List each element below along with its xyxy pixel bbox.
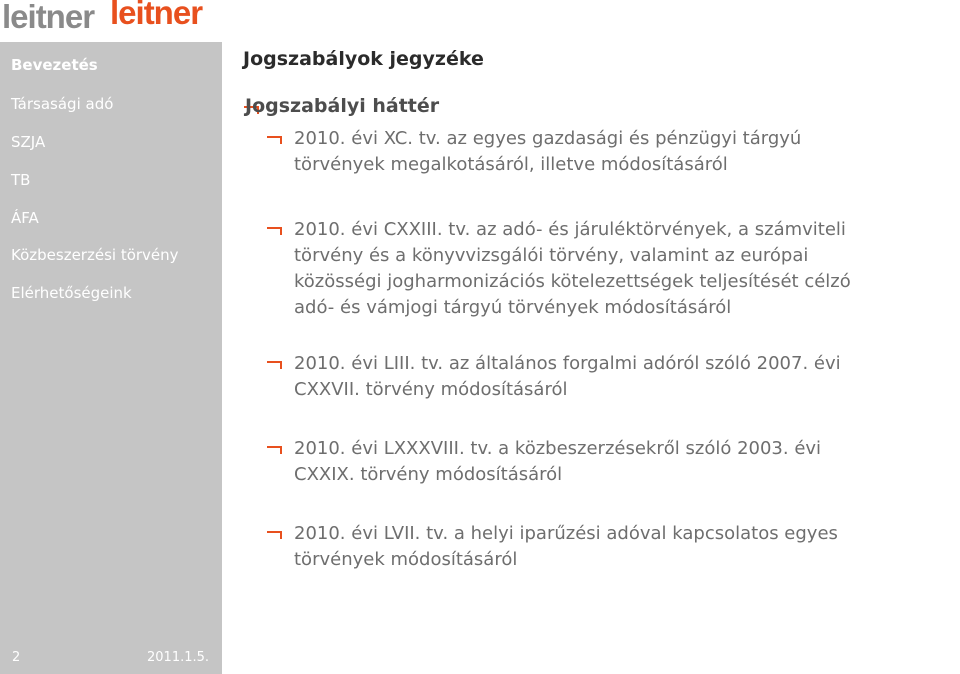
sidebar-item-tb[interactable]: TB bbox=[11, 171, 31, 189]
list-item-line: 2010. évi XC. tv. az egyes gazdasági és pénzügyi tárgyú bbox=[294, 128, 802, 149]
list-item-line: törvény és a könyvvizsgálói törvény, valamint az európai bbox=[294, 245, 809, 266]
list-item-line: közösségi jogharmonizációs kötelezettségek teljesítését célzó bbox=[294, 271, 851, 292]
sidebar-item-kozbeszerzesi-torveny[interactable]: Közbeszerzési törvény bbox=[11, 246, 179, 264]
list-item bbox=[294, 126, 954, 178]
list-item-line: CXXIX. törvény módosításáról bbox=[294, 464, 563, 485]
slide-number: 2 bbox=[12, 650, 21, 665]
logo bbox=[0, 0, 222, 42]
list-item-line: törvények megalkotásáról, illetve módosításáról bbox=[294, 154, 728, 175]
list-item-line: CXXVII. törvény módosításáról bbox=[294, 379, 568, 400]
list-item-line: 2010. évi LVII. tv. a helyi iparűzési adóval kapcsolatos egyes bbox=[294, 523, 838, 544]
bullet-icon bbox=[267, 361, 282, 369]
list-item bbox=[294, 436, 954, 488]
list-item-line: 2010. évi CXXIII. tv. az adó- és járuléktörvények, a számviteli bbox=[294, 219, 846, 240]
bullet-icon bbox=[267, 227, 282, 235]
list-item-line: törvények módosításáról bbox=[294, 549, 518, 570]
bullet-icon bbox=[267, 446, 282, 454]
page-title: Jogszabályok jegyzéke bbox=[243, 48, 484, 70]
slide-date: 2011.1.5. bbox=[147, 650, 210, 665]
logo-text-orange: leitner bbox=[110, 0, 203, 31]
sidebar bbox=[0, 42, 222, 674]
list-item-line: adó- és vámjogi tárgyú törvények módosításáról bbox=[294, 297, 732, 318]
sidebar-item-elerhetosegeink[interactable]: Elérhetőségeink bbox=[11, 284, 132, 302]
list-item bbox=[294, 217, 954, 321]
logo-text-gray: leitner bbox=[2, 0, 95, 35]
sidebar-item-szja[interactable]: SZJA bbox=[11, 133, 46, 151]
bullet-icon bbox=[267, 531, 282, 539]
list-item-line: 2010. évi LIII. tv. az általános forgalmi adóról szóló 2007. évi bbox=[294, 353, 841, 374]
section-heading: Jogszabályi háttér bbox=[245, 95, 440, 117]
bullet-icon bbox=[267, 136, 282, 144]
list-item bbox=[294, 521, 954, 573]
sidebar-item-afa[interactable]: ÁFA bbox=[11, 209, 39, 227]
sidebar-item-tarsasagi-ado[interactable]: Társasági adó bbox=[11, 95, 114, 113]
list-item-line: 2010. évi LXXXVIII. tv. a közbeszerzésekről szóló 2003. évi bbox=[294, 438, 822, 459]
sidebar-item-bevezetes[interactable]: Bevezetés bbox=[11, 56, 98, 74]
list-item bbox=[294, 351, 954, 403]
